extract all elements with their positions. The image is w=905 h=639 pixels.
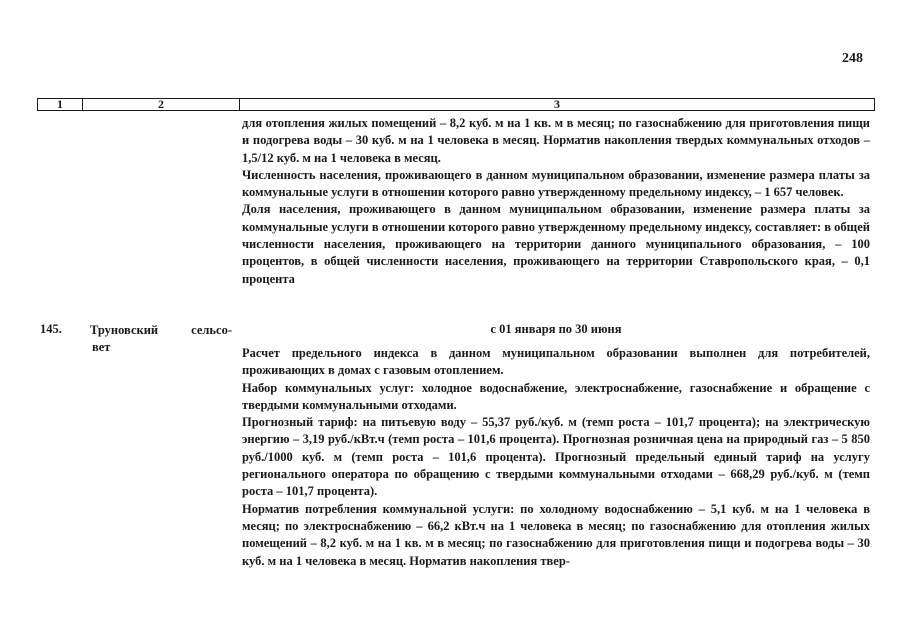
municipality-name-part: Труновский — [90, 323, 159, 337]
paragraph: Норматив потребления коммунальной услуги: по холодному водоснабжению – 5,1 куб. м на 1 человека в месяц; по электроснабжению – 66,2 кВт.ч на 1 человека в месяц; по газоснабжению для отопления жилых помещений – 8,2 куб. м на 1 кв. м в месяц; по газоснабжению для приготовления пищи и подогрева воды – 30 куб. м на 1 человека в месяц. Норматив накопления твер- — [242, 501, 870, 568]
paragraph: Расчет предельного индекса в данном муниципальном образовании выполнен для потребителей, проживающих в домах с газовым отоплением. — [242, 346, 870, 378]
table-header-col-1: 1 — [38, 99, 83, 110]
table-header-row — [37, 98, 875, 111]
paragraph: Набор коммунальных услуг: холодное водоснабжение, электроснабжение, газоснабжение и обращение с твердыми коммунальными отходами. — [242, 380, 870, 412]
municipality-name-part: вет — [92, 340, 111, 354]
paragraph: Прогнозный тариф: на питьевую воду – 55,37 руб./куб. м (темп роста – 101,7 процента); на электрическую энергию – 3,19 руб./кВт.ч (темп роста – 101,6 процента). Прогнозная розничная цена на природный газ – 5 850 руб./1000 куб. м (темп роста – 101,6 процента). Прогнозный предельный единый тариф на услугу регионального оператора по обращению с твердыми коммунальными отходами – 668,29 руб./куб. м (темп роста – 101,7 процента). — [242, 415, 870, 499]
municipality-name-part: сельсо- — [191, 323, 232, 337]
page-number: 248 — [842, 51, 863, 66]
row-number: 145. — [40, 322, 62, 336]
table-header-col-2: 2 — [83, 99, 240, 110]
paragraph: Численность населения, проживающего в данном муниципальном образовании, изменение размера платы за коммунальные услуги в отношении которого равно утвержденному предельному индексу, – 1 657 человек. — [242, 167, 870, 200]
municipality-name — [90, 322, 232, 356]
paragraph: Доля населения, проживающего в данном муниципальном образовании, изменение размера платы за коммунальные услуги в отношении которого равно утвержденному предельному индексу, составляет: в общей численности населения, проживающего на территории данного муниципального образования, – 100 процентов, в общей численности населения, проживающего на территории Ставропольского края, – 0,1 процента — [242, 202, 870, 286]
table-header-col-3: 3 — [554, 97, 560, 111]
row-145-text — [242, 345, 870, 570]
continuation-text — [242, 115, 870, 288]
paragraph: для отопления жилых помещений – 8,2 куб. м на 1 кв. м в месяц; по газоснабжению для приготовления пищи и подогрева воды – 30 куб. м на 1 человека в месяц. Норматив накопления твердых коммунальных отходов – 1,5/12 куб. м на 1 человека в месяц. — [242, 116, 870, 165]
period-heading: с 01 января по 30 июня — [490, 322, 622, 336]
